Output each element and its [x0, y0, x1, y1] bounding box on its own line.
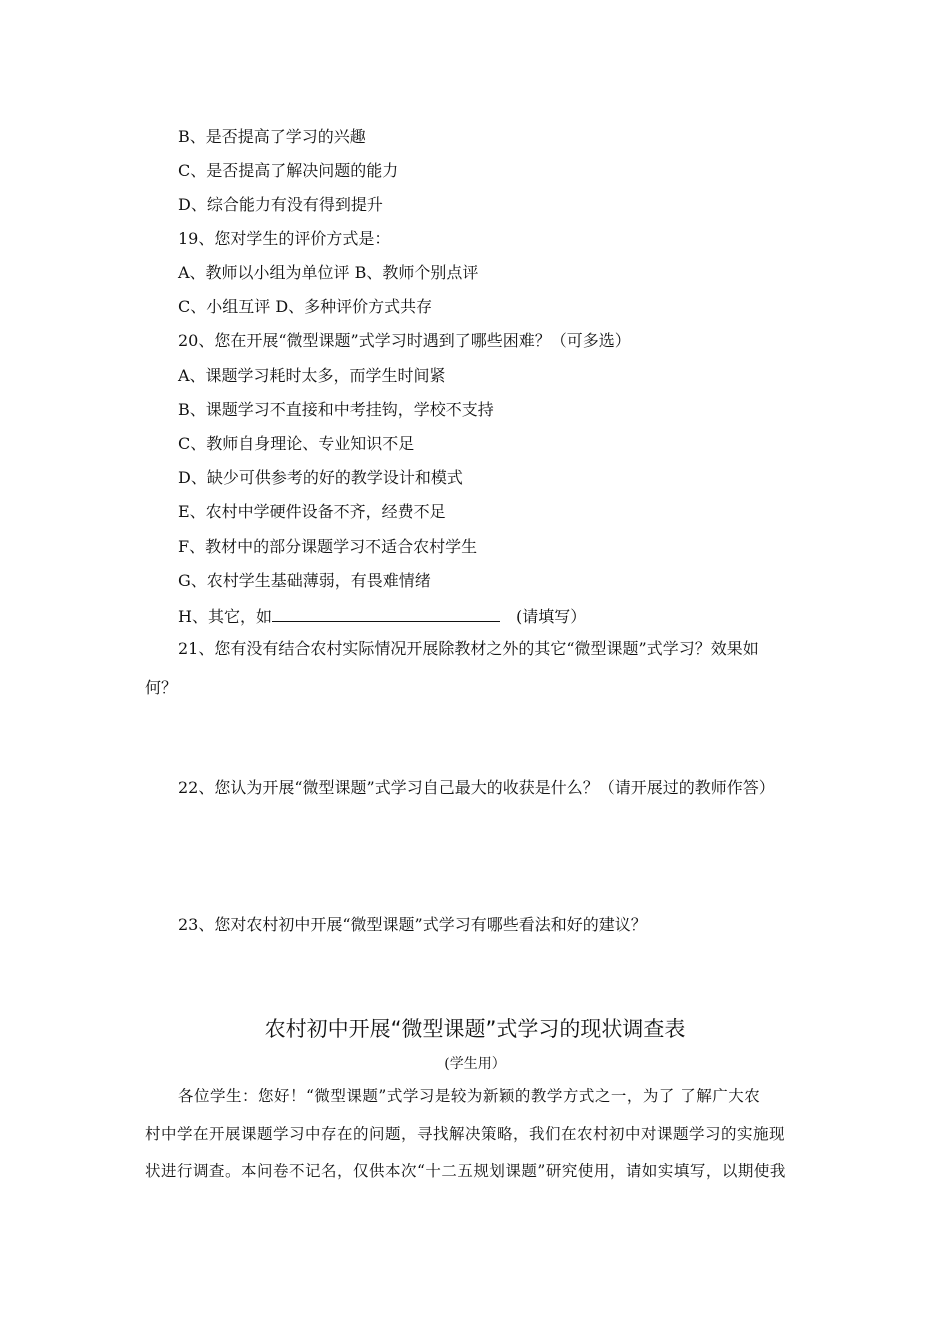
q23-question: 23、您对农村初中开展“微型课题”式学习有哪些看法和好的建议？ [178, 915, 647, 934]
q20-option-c: C、教师自身理论、专业知识不足 [178, 434, 415, 453]
q20-question: 20、您在开展“微型课题”式学习时遇到了哪些困难？（可多选） [178, 331, 631, 350]
q18-option-b: B、是否提高了学习的兴趣 [178, 127, 366, 146]
q18-option-c: C、是否提高了解决问题的能力 [178, 161, 399, 180]
q20-other-prefix: H、其它，如 [178, 607, 272, 626]
q20-option-d: D、缺少可供参考的好的教学设计和模式 [178, 468, 463, 487]
q20-option-b: B、课题学习不直接和中考挂钩，学校不支持 [178, 400, 494, 419]
intro-line-2: 村中学在开展课题学习中存在的问题，寻找解决策略，我们在农村初中对课题学习的实施现 [145, 1125, 786, 1143]
q19-question: 19、您对学生的评价方式是： [178, 229, 391, 248]
q18-option-d: D、综合能力有没有得到提升 [178, 195, 383, 214]
q21-question-line2: 何？ [145, 678, 178, 697]
q21-question-line1: 21、您有没有结合农村实际情况开展除教材之外的其它“微型课题”式学习？效果如 [178, 639, 759, 658]
q20-option-a: A、课题学习耗时太多，而学生时间紧 [178, 366, 446, 385]
intro-line-1: 各位学生：您好！“微型课题”式学习是较为新颖的教学方式之一，为了 了解广大农 [178, 1087, 761, 1105]
q20-other-blank[interactable] [272, 605, 500, 622]
q20-option-e: E、农村中学硬件设备不齐，经费不足 [178, 502, 446, 521]
student-survey-subtitle: (学生用） [444, 1056, 506, 1072]
q20-option-g: G、农村学生基础薄弱，有畏难情绪 [178, 571, 431, 590]
q20-other-suffix: (请填写） [515, 607, 587, 626]
intro-line-3: 状进行调查。本问卷不记名，仅供本次“十二五规划课题”研究使用，请如实填写，以期使我 [145, 1162, 786, 1180]
student-survey-title: 农村初中开展“微型课题”式学习的现状调查表 [264, 1017, 686, 1041]
q19-option-ab: A、教师以小组为单位评 B、教师个别点评 [178, 263, 479, 282]
q22-question: 22、您认为开展“微型课题”式学习自己最大的收获是什么？（请开展过的教师作答） [178, 778, 775, 797]
q20-option-f: F、教材中的部分课题学习不适合农村学生 [178, 537, 478, 556]
q20-option-h [178, 605, 586, 627]
q19-option-cd: C、小组互评 D、多种评价方式共存 [178, 297, 433, 316]
